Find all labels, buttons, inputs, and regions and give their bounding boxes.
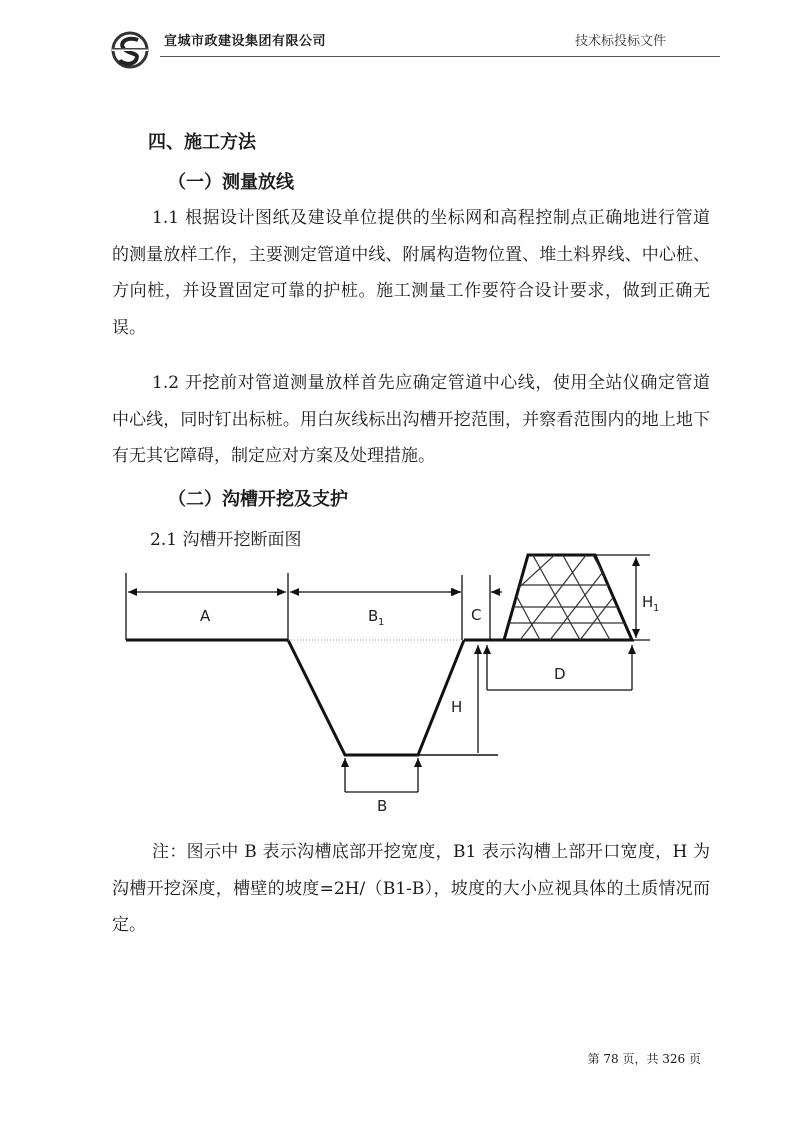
paragraph-1-1: 1.1 根据设计图纸及建设单位提供的坐标网和高程控制点正确地进行管道的测量放样工作，主要测定管道中线、附属构造物位置、堆土料界线、中心桩、方向桩，并设置固定可靠的护桩。施工测量工作要符合设计要求，做到正确无误。	[112, 208, 710, 338]
trench-section-svg	[120, 545, 680, 820]
subsection-title-survey: （一）测量放线	[168, 172, 294, 193]
page-header	[108, 18, 720, 78]
diagram-note: 注：图示中 B 表示沟槽底部开挖宽度，B1 表示沟槽上部开口宽度，H 为沟槽开挖深度，槽壁的坡度=2H/（B1-B），坡度的大小应视具体的土质情况而定。	[112, 842, 710, 935]
trench-section-diagram	[120, 545, 680, 820]
page-number: 第 78 页，共 326 页	[587, 1052, 701, 1066]
header-divider	[160, 56, 720, 57]
label-b1: B	[368, 607, 379, 625]
paragraph-2-1: 2.1 沟槽开挖断面图	[150, 530, 302, 550]
section-title: 四、施工方法	[148, 132, 256, 153]
document-type: 技术标投标文件	[574, 34, 666, 49]
label-c: C	[471, 606, 482, 624]
trench-profile	[288, 640, 464, 755]
company-name: 宣城市政建设集团有限公司	[164, 34, 327, 49]
label-b1-subscript: 1	[378, 617, 385, 628]
paragraph-1-2: 1.2 开挖前对管道测量放样首先应确定管道中心线，使用全站仪确定管道中心线，同时钉出标桩。用白灰线标出沟槽开挖范围，并察看范围内的地上地下有无其它障碍，制定应对方案及处理措施。	[112, 373, 710, 466]
label-d: D	[554, 665, 566, 683]
label-h1-subscript: 1	[653, 603, 660, 614]
label-h1: H	[642, 593, 654, 611]
label-b: B	[377, 797, 388, 815]
label-a: A	[200, 607, 211, 625]
spoil-pile	[500, 550, 650, 640]
subsection-title-excavation: （二）沟槽开挖及支护	[168, 489, 348, 510]
company-logo-icon	[108, 28, 158, 78]
label-h: H	[451, 698, 463, 716]
